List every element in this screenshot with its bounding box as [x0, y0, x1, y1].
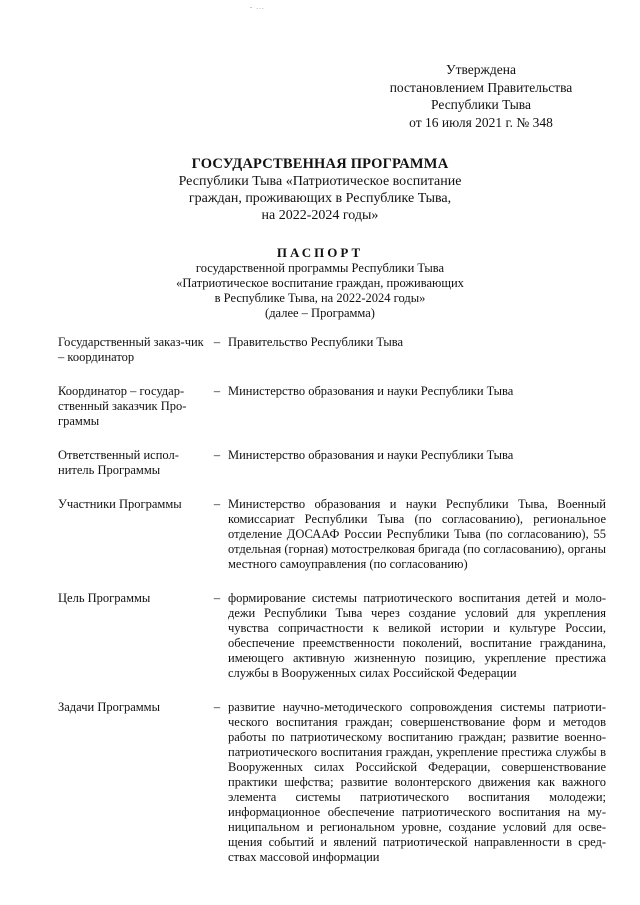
passport-line: «Патриотическое воспитание граждан, проживающих [176, 276, 464, 290]
passport-line: государственной программы Республики Тыва [195, 261, 445, 275]
passport-line: в Республике Тыва, на 2022-2024 годы» [214, 291, 426, 305]
title-line: граждан, проживающих в Республике Тыва, [188, 191, 452, 206]
program-title [120, 156, 520, 224]
title-line: Республики Тыва «Патриотическое воспитание [178, 174, 462, 189]
row-dash: – [213, 591, 221, 605]
row-value: Министерство образования и науки Республики Тыва, Военный комиссариат Республики Тыва (по согласованию), региональное отделение ДОСААФ России Республики Тыва (по согласованию), 55 отдельная (горная) мотострелковая бригада (по согласованию), органы местного самоуправления (по согласованию) [228, 497, 606, 571]
row-label: Участники Программы [58, 497, 182, 511]
row-label: Координатор – государ-ственный заказчик Про-граммы [58, 384, 187, 428]
row-dash: – [213, 335, 221, 349]
title-line: на 2022-2024 годы» [261, 208, 379, 223]
row-label: Задачи Программы [58, 700, 160, 714]
scan-mark: - ... [250, 4, 265, 11]
passport-row [58, 335, 606, 365]
row-dash: – [213, 497, 221, 511]
row-label: Ответственный испол-нитель Программы [58, 448, 179, 477]
row-dash: – [213, 448, 221, 462]
row-value: Министерство образования и науки Республики Тыва [228, 448, 514, 462]
approval-line: от 16 июля 2021 г. № 348 [409, 114, 553, 130]
row-value: Министерство образования и науки Республики Тыва [228, 384, 514, 398]
approval-line: постановлением Правительства [389, 79, 573, 95]
passport-heading [140, 245, 500, 321]
approval-line: Утверждена [446, 62, 516, 77]
row-label: Цель Программы [58, 591, 151, 605]
passport-row [58, 591, 606, 681]
passport-row [58, 448, 606, 478]
row-value: Правительство Республики Тыва [228, 335, 404, 349]
title-main: ГОСУДАРСТВЕННАЯ ПРОГРАММА [191, 156, 449, 172]
approval-stamp [370, 61, 592, 131]
row-dash: – [213, 700, 221, 714]
approval-line: Республики Тыва [431, 97, 531, 112]
row-dash: – [213, 384, 221, 398]
passport-title: ПАСПОРТ [276, 245, 364, 260]
row-value: формирование системы патриотического воспитания детей и моло-дежи Республики Тыва через создание условий для укрепления чувства сопричастности к великой истории и культуре России, обеспечение преемственности поколений, воспитание гражданина, имеющего активную жизненную позицию, укрепление престижа службы в Вооруженных силах Российской Федерации [228, 591, 606, 680]
row-label: Государственный заказ-чик – координатор [58, 335, 204, 364]
row-value: развитие научно-методического сопровождения системы патриоти-ческого воспитания граждан; совершенствование форм и методов работы по патриотическому воспитанию граждан; развитие военно-патриотического воспитания граждан, укрепление престижа службы в Вооруженных силах Российской Федерации, совершенствование практики шефства; развитие волонтерского движения как важного элемента системы патриотического воспитания молодежи; информационное обеспечение патриотического воспитания на му-ниципальном и региональном уровне, создание условий для осве-щения событий и явлений патриотической направленности в сред-ствах массовой информации [228, 700, 606, 864]
passport-row [58, 700, 606, 865]
passport-row [58, 384, 606, 429]
passport-line: (далее – Программа) [265, 306, 375, 320]
passport-table [58, 335, 606, 884]
passport-row [58, 497, 606, 572]
